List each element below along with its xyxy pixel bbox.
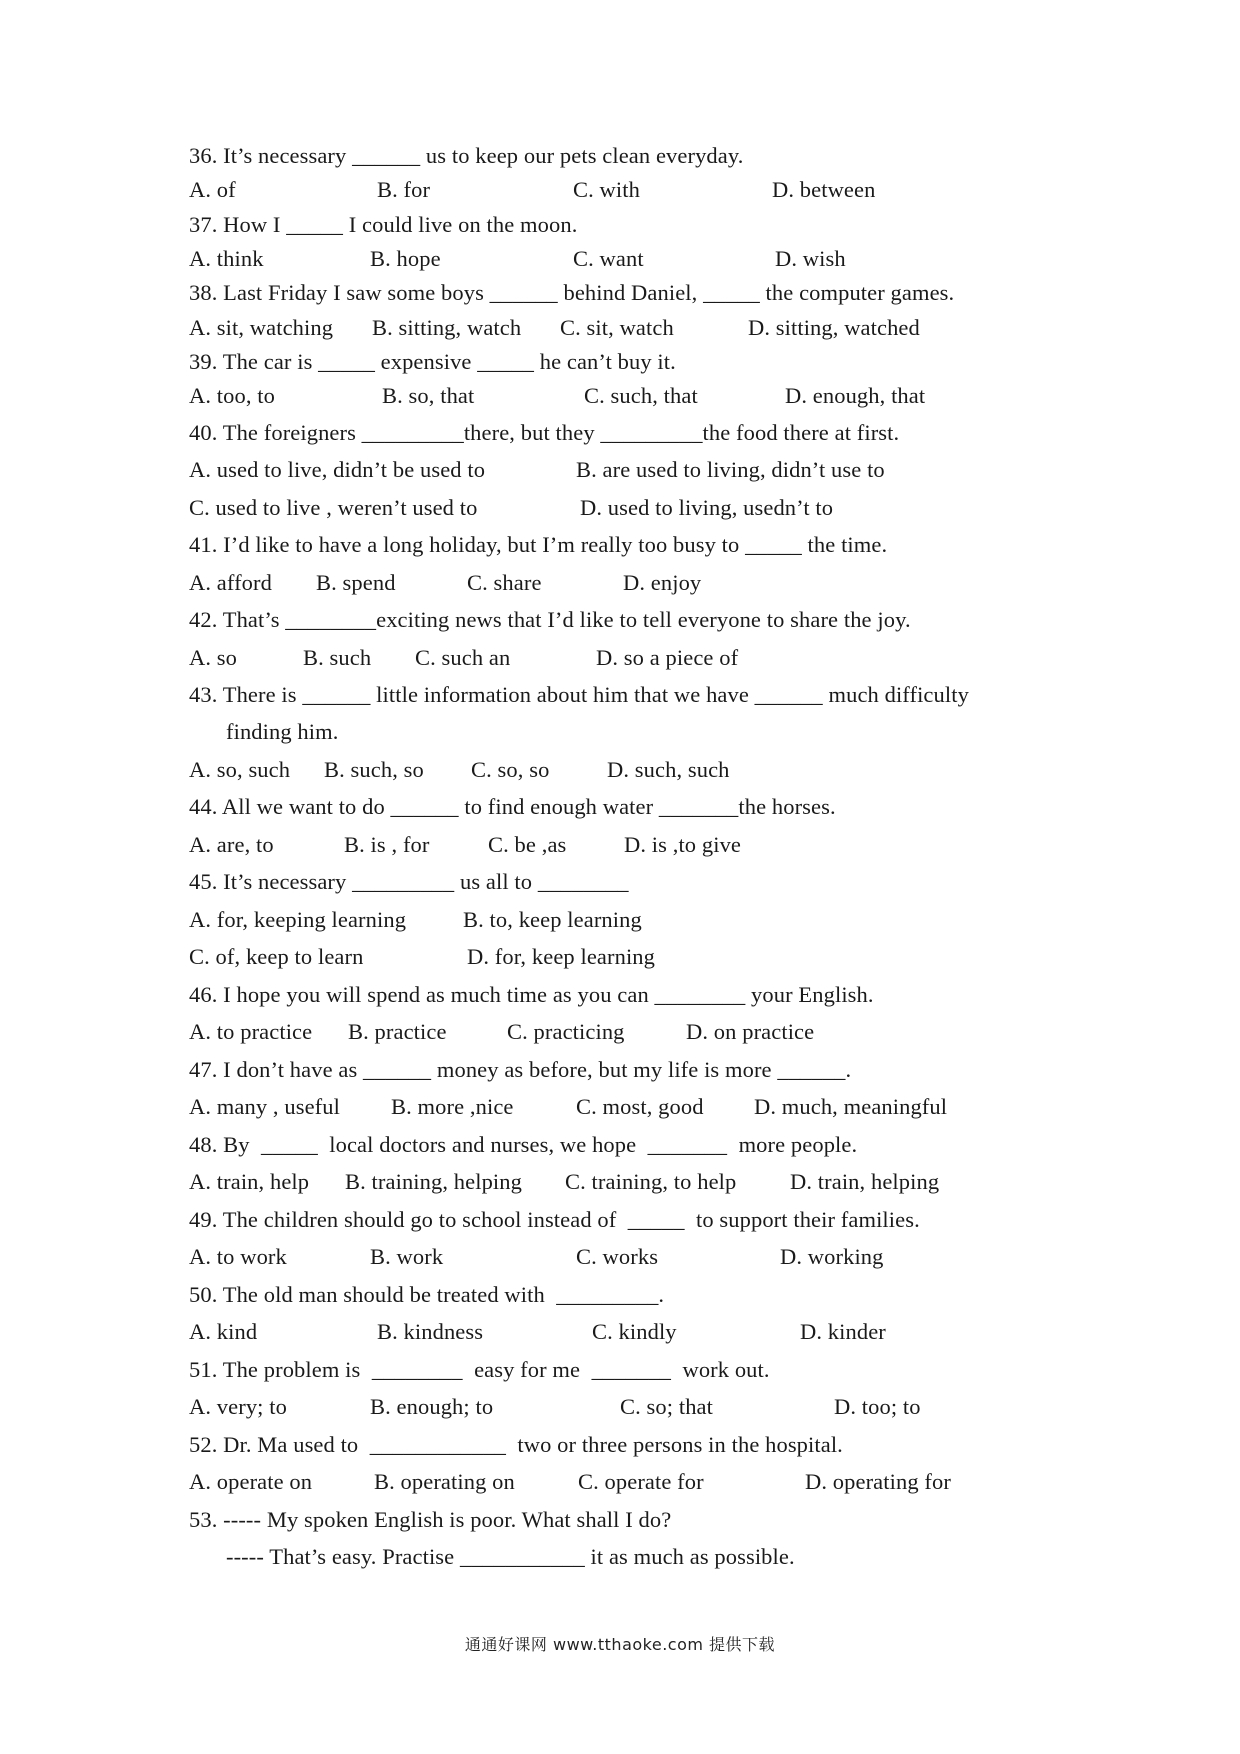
answer-option: D. too; to: [834, 1394, 921, 1419]
answer-option: C. with: [573, 177, 640, 202]
answer-option: A. to work: [189, 1244, 287, 1269]
answer-option: D. much, meaningful: [754, 1094, 948, 1119]
answer-option: B. to, keep learning: [463, 907, 642, 932]
question-text: 36. It’s necessary ______ us to keep our pets clean everyday.: [189, 143, 744, 168]
answer-option: B. training, helping: [345, 1169, 522, 1194]
answer-option: C. such an: [415, 645, 511, 670]
answer-option: B. operating on: [374, 1469, 515, 1494]
answer-option: B. more ,nice: [391, 1094, 514, 1119]
answer-option: C. practicing: [507, 1019, 625, 1044]
answer-option: D. such, such: [607, 757, 730, 782]
answer-option: C. of, keep to learn: [189, 944, 364, 969]
answer-option: C. want: [573, 246, 644, 271]
answer-option: D. is ,to give: [624, 832, 742, 857]
answer-option: A. to practice: [189, 1019, 313, 1044]
answer-option: C. training, to help: [565, 1169, 737, 1194]
answer-option: C. operate for: [578, 1469, 704, 1494]
answer-option: A. sit, watching: [189, 315, 334, 340]
answer-option: A. used to live, didn’t be used to: [189, 457, 486, 482]
answer-option: C. sit, watch: [560, 315, 674, 340]
question-text: 44. All we want to do ______ to find enough water _______the horses.: [189, 794, 836, 819]
question-continuation: finding him.: [226, 719, 339, 744]
answer-option: D. used to living, usedn’t to: [580, 495, 834, 520]
answer-option: A. kind: [189, 1319, 258, 1344]
answer-option: A. many , useful: [189, 1094, 340, 1119]
answer-option: B. kindness: [377, 1319, 484, 1344]
question-text: 49. The children should go to school instead of _____ to support their families.: [189, 1207, 920, 1232]
answer-option: A. so: [189, 645, 238, 670]
answer-option: D. so a piece of: [596, 645, 739, 670]
answer-option: B. so, that: [382, 383, 475, 408]
answer-option: D. on practice: [686, 1019, 815, 1044]
answer-option: C. so, so: [471, 757, 550, 782]
answer-option: D. operating for: [805, 1469, 951, 1494]
answer-option: C. works: [576, 1244, 659, 1269]
answer-option: D. enjoy: [623, 570, 702, 595]
answer-option: B. enough; to: [370, 1394, 494, 1419]
answer-option: D. wish: [775, 246, 846, 271]
answer-option: B. hope: [370, 246, 441, 271]
answer-option: C. share: [467, 570, 542, 595]
question-text: 52. Dr. Ma used to ____________ two or three persons in the hospital.: [189, 1432, 843, 1457]
question-text: 43. There is ______ little information about him that we have ______ much difficulty: [189, 682, 969, 707]
answer-option: A. too, to: [189, 383, 276, 408]
answer-option: B. practice: [348, 1019, 447, 1044]
answer-option: C. so; that: [620, 1394, 713, 1419]
answer-option: A. of: [189, 177, 236, 202]
answer-option: C. be ,as: [488, 832, 567, 857]
answer-option: D. for, keep learning: [467, 944, 655, 969]
answer-option: B. such: [303, 645, 372, 670]
answer-option: D. kinder: [800, 1319, 886, 1344]
answer-option: C. such, that: [584, 383, 698, 408]
question-text: 47. I don’t have as ______ money as before, but my life is more ______.: [189, 1057, 852, 1082]
question-text: 48. By _____ local doctors and nurses, we hope _______ more people.: [189, 1132, 858, 1157]
answer-option: A. so, such: [189, 757, 291, 782]
answer-option: B. spend: [316, 570, 396, 595]
answer-option: B. sitting, watch: [372, 315, 522, 340]
question-text: 39. The car is _____ expensive _____ he can’t buy it.: [189, 349, 676, 374]
question-text: 37. How I _____ I could live on the moon.: [189, 212, 578, 237]
question-continuation: ----- That’s easy. Practise ___________ it as much as possible.: [226, 1544, 795, 1569]
answer-option: B. are used to living, didn’t use to: [576, 457, 885, 482]
answer-option: D. sitting, watched: [748, 315, 920, 340]
answer-option: A. very; to: [189, 1394, 287, 1419]
answer-option: D. enough, that: [785, 383, 926, 408]
question-text: 51. The problem is ________ easy for me _______ work out.: [189, 1357, 770, 1382]
answer-option: C. most, good: [576, 1094, 704, 1119]
answer-option: A. train, help: [189, 1169, 310, 1194]
answer-option: C. kindly: [592, 1319, 677, 1344]
question-text: 38. Last Friday I saw some boys ______ behind Daniel, _____ the computer games.: [189, 280, 955, 305]
question-text: 40. The foreigners _________there, but they _________the food there at first.: [189, 420, 900, 445]
answer-option: A. are, to: [189, 832, 274, 857]
answer-option: B. work: [370, 1244, 444, 1269]
question-text: 46. I hope you will spend as much time as you can ________ your English.: [189, 982, 874, 1007]
answer-option: D. between: [772, 177, 876, 202]
question-text: 41. I’d like to have a long holiday, but I’m really too busy to _____ the time.: [189, 532, 888, 557]
answer-option: D. working: [780, 1244, 884, 1269]
question-text: 50. The old man should be treated with _________.: [189, 1282, 665, 1307]
answer-option: A. for, keeping learning: [189, 907, 407, 932]
answer-option: A. afford: [189, 570, 272, 595]
answer-option: C. used to live , weren’t used to: [189, 495, 478, 520]
question-text: 53. ----- My spoken English is poor. What shall I do?: [189, 1507, 672, 1532]
question-text: 45. It’s necessary _________ us all to ________: [189, 869, 629, 894]
answer-option: B. such, so: [324, 757, 424, 782]
answer-option: A. operate on: [189, 1469, 313, 1494]
answer-option: D. train, helping: [790, 1169, 940, 1194]
answer-option: A. think: [189, 246, 264, 271]
answer-option: B. for: [377, 177, 431, 202]
page-footer: 通通好课网 www.tthaoke.com 提供下载: [464, 1635, 776, 1654]
answer-option: B. is , for: [344, 832, 430, 857]
question-text: 42. That’s ________exciting news that I’d like to tell everyone to share the joy.: [189, 607, 911, 632]
